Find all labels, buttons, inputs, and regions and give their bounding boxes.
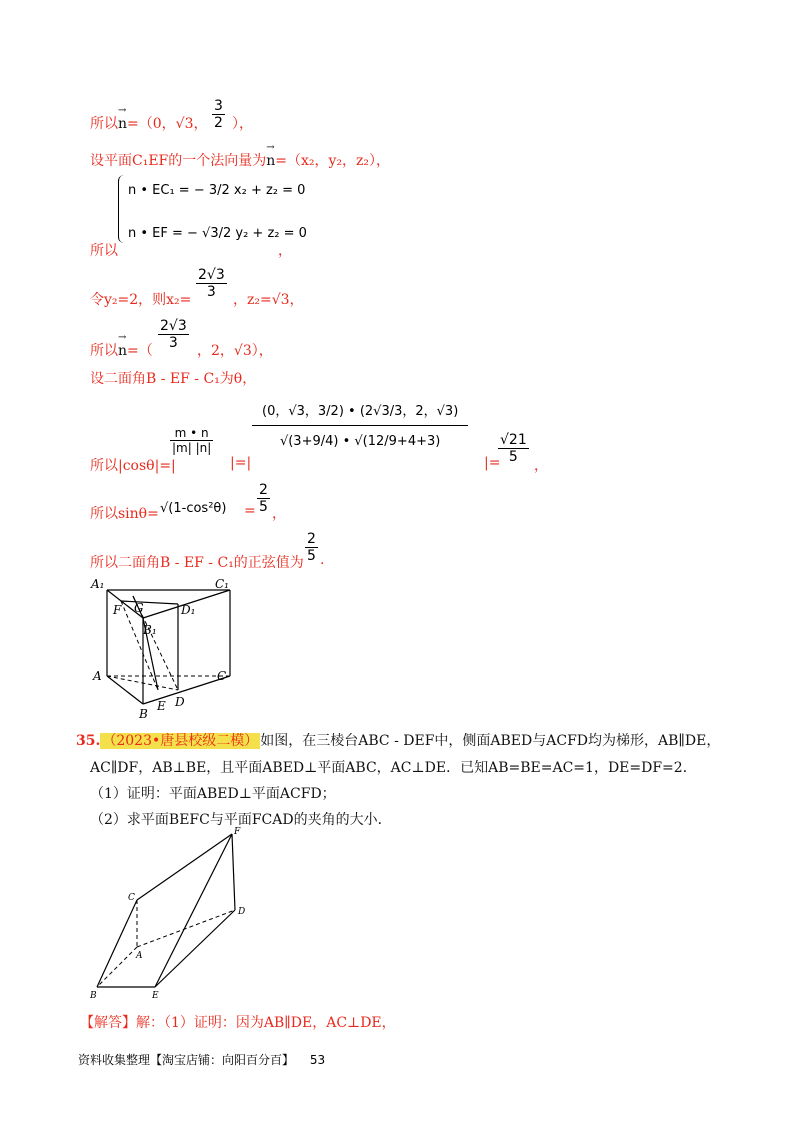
fraction-root21-5: $\frac{√21}{5}$ [500,432,527,465]
problem-header [76,730,720,750]
label-C: C [128,893,135,903]
label-D: D [175,695,185,709]
solution-line-3-comma: ， [278,243,292,259]
page-footer [78,1051,325,1068]
solution-line-9-end: . [320,552,325,568]
label-A: A [93,669,102,683]
solution-line-9: 所以二面角B - EF - C₁的正弦值为 [90,555,304,571]
text: =（0，√3， [127,116,208,132]
footer-text: 资料收集整理【淘宝店铺：向阳百分百】 [78,1053,295,1067]
label-E: E [152,991,159,1001]
label-C1: C₁ [215,577,229,591]
fraction-2root3-3: $\frac{2√3}{3}$ [198,267,225,300]
text: 所以 [90,116,118,132]
solution-line-7: 所以|cosθ|=| [90,458,176,474]
prism-figure [85,572,255,722]
question-2: （2）求平面BEFC与平面FCAD的夹角的大小． [90,812,392,828]
problem-number: 35. [76,733,101,749]
problem-text-2: AC∥DF，AB⊥BE，且平面ABED⊥平面ABC，AC⊥DE．已知AB=BE=AC=1，DE=DF=2． [90,760,697,776]
label-A: A [136,951,143,961]
solution-line-5-rest: ，2，√3）， [197,343,273,359]
label-D: D [238,907,246,917]
solution-line-6: 设二面角B - EF - C₁为θ， [90,371,257,387]
label-F: F [234,827,241,837]
solution-line-1-close: ）， [232,116,253,132]
label-B: B [139,707,148,721]
page-number: 53 [309,1053,326,1067]
equation-1: n • EC₁ = − 3/2 x₂ + z₂ = 0 [128,183,306,198]
label-A1: A₁ [91,577,105,591]
label-G: G [134,601,144,615]
fraction-2-5: $\frac{2}{5}$ [259,482,268,515]
fraction-3-2: $\frac{3}{2}$ [214,98,223,131]
answer-text: 解：（1）证明：因为AB∥DE，AC⊥DE， [136,1015,396,1031]
label-B: B [90,991,97,1001]
solution-line-4-rest: ，z₂=√3， [233,292,304,308]
equation-2: n • EF = − √3/2 y₂ + z₂ = 0 [128,226,307,241]
solution-line-2: 设平面C₁EF的一个法向量为→ n=（x₂，y₂，z₂）， [90,150,390,170]
question-1: （1）证明：平面ABED⊥平面ACFD； [90,786,336,802]
solution-line-8-end: ， [272,506,286,522]
label-B1: B₁ [143,623,157,637]
fraction-2root3-3: $\frac{2√3}{3}$ [160,318,187,351]
solution-line-7-end: ， [534,458,548,474]
problem-text: 如图，在三棱台ABC - DEF中，侧面ABED与ACFD均为梯形，AB∥DE， [260,733,721,749]
solution-line-5: 所以→ n=（ [90,340,153,360]
label-D1: D₁ [181,603,196,617]
label-E: E [157,699,166,713]
solution-line-7-mid: |=| [230,455,252,471]
sqrt-expression: √(1-cos²θ) [160,501,227,516]
equation-brace [118,175,125,243]
fraction-mn: $\frac{m • n}{|m| |n|}$ [172,426,212,455]
problem-source: （2023•唐县校级二模） [102,733,259,749]
solution-line-4: 令y₂=2，则x₂= [90,292,192,308]
label-F: F [113,603,122,617]
frustum-figure [80,822,260,1007]
answer-tag: 【解答】 [80,1015,136,1031]
solution-line-8: 所以sinθ= [90,506,159,522]
solution-line-8-eq: = [244,503,256,519]
label-C: C [217,669,227,683]
solution-line-1 [90,113,208,133]
fraction-2-5: $\frac{2}{5}$ [307,531,316,564]
fraction-big: $\frac{(0,√3,3/2) • (2√3/3,2,√3)}{√(3+9/4) • √(12/9+4+3)}$ [252,400,468,449]
answer-line [80,1012,396,1032]
vector-n: → n [266,153,275,169]
solution-line-7-eq: |= [484,455,501,471]
vector-n: → n [118,116,127,132]
solution-line-3: 所以 [90,243,118,259]
vector-n: → n [118,343,127,359]
